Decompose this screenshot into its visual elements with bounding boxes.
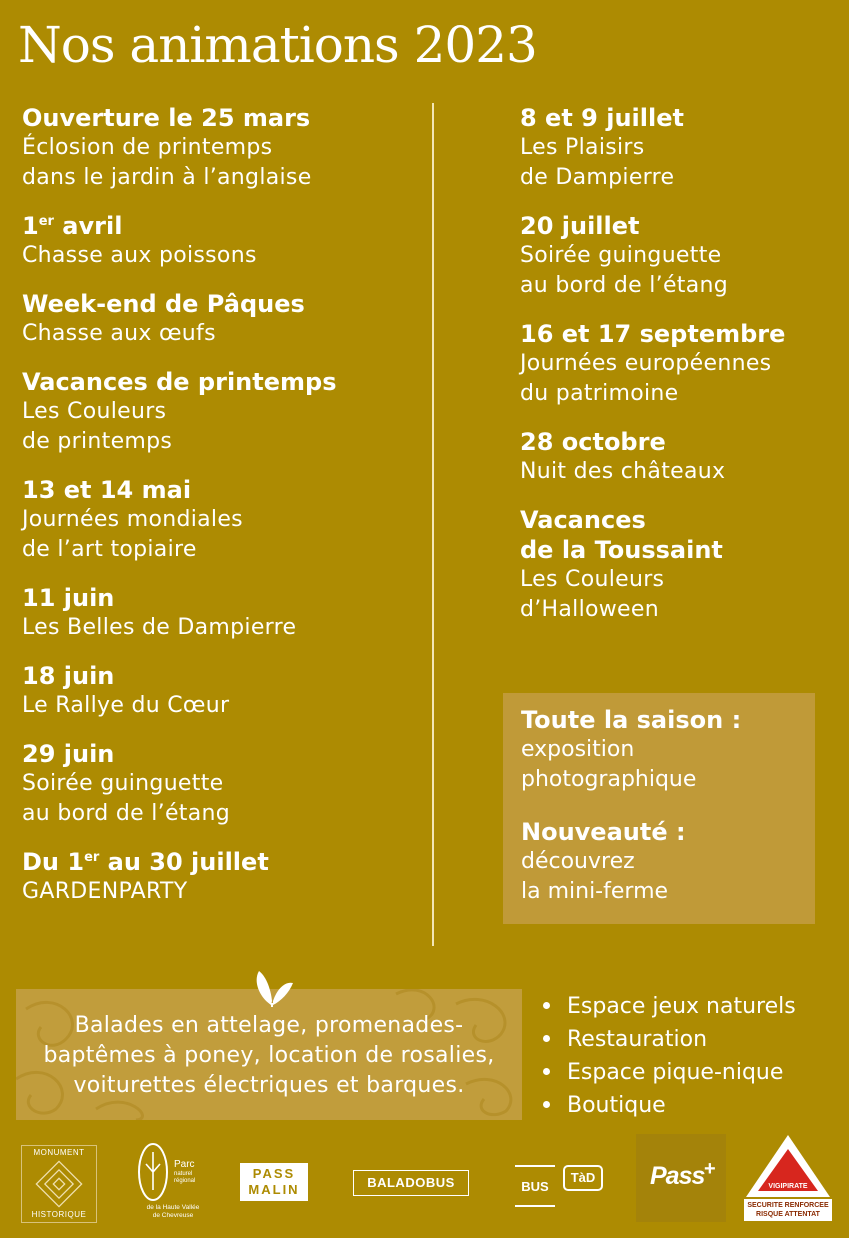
- event-date: 8 et 9 juillet: [520, 104, 684, 132]
- event-description: GARDENPARTY: [22, 879, 188, 904]
- event-item: [22, 289, 422, 349]
- event-description: Chasse aux poissons: [22, 243, 257, 268]
- event-item: [520, 103, 830, 193]
- new-label: Nouveauté :: [521, 818, 686, 846]
- event-item: [22, 739, 422, 829]
- event-item: [22, 583, 422, 643]
- event-item: [520, 319, 830, 409]
- event-item: [22, 847, 422, 907]
- all-season-item: [521, 705, 741, 795]
- bullet-icon: [543, 1035, 550, 1042]
- event-date: 28 octobre: [520, 428, 666, 456]
- event-item: [22, 475, 422, 565]
- season-info-box: [503, 693, 815, 924]
- event-item: [22, 367, 422, 457]
- event-date: Ouverture le 25 mars: [22, 104, 311, 132]
- event-item: [22, 661, 422, 721]
- events-right-column: [520, 103, 830, 643]
- event-description: Le Rallye du Cœur: [22, 693, 230, 718]
- event-description: Les Couleurs d’Halloween: [520, 567, 665, 622]
- event-description: Journées européennes du patrimoine: [520, 351, 772, 406]
- baladobus-logo: BALADOBUS: [353, 1170, 469, 1196]
- bullet-icon: [543, 1068, 550, 1075]
- list-item: Boutique: [543, 1089, 796, 1122]
- bullet-icon: [543, 1002, 550, 1009]
- event-item: [520, 427, 830, 487]
- vigipirate-logo: VIGIPIRATE SECURITE RENFORCEE RISQUE ATTENTAT: [744, 1133, 832, 1223]
- activities-text: Balades en attelage, promenades- baptêmes à poney, location de rosalies, voiturettes électriques et barques.: [43, 1013, 495, 1098]
- all-season-description: exposition photographique: [521, 737, 697, 792]
- new-description: découvrez la mini-ferme: [521, 849, 669, 904]
- list-item: Restauration: [543, 1023, 796, 1056]
- bullet-icon: [543, 1101, 550, 1108]
- event-date: Week-end de Pâques: [22, 290, 305, 318]
- event-date: 16 et 17 septembre: [520, 320, 786, 348]
- services-list: [543, 990, 796, 1122]
- events-left-column: [22, 103, 422, 925]
- event-item: [520, 505, 830, 625]
- event-description: Éclosion de printemps dans le jardin à l’anglaise: [22, 135, 312, 190]
- event-date: 1er avril: [22, 212, 123, 240]
- event-date: 20 juillet: [520, 212, 640, 240]
- parc-naturel-logo: Parc naturel régional de la Haute Vallée de Chevreuse: [136, 1142, 210, 1226]
- new-item: [521, 817, 686, 907]
- all-season-label: Toute la saison :: [521, 706, 742, 734]
- event-item: [22, 211, 422, 271]
- list-item: Espace pique-nique: [543, 1056, 796, 1089]
- event-description: Soirée guinguette au bord de l’étang: [22, 771, 231, 826]
- event-description: Soirée guinguette au bord de l’étang: [520, 243, 729, 298]
- event-date: 18 juin: [22, 662, 115, 690]
- event-date: 11 juin: [22, 584, 115, 612]
- event-date: 13 et 14 mai: [22, 476, 192, 504]
- event-date: 29 juin: [22, 740, 115, 768]
- event-description: Les Belles de Dampierre: [22, 615, 297, 640]
- pass-malin-logo: PASS MALIN: [240, 1163, 308, 1201]
- event-description: Journées mondiales de l’art topiaire: [22, 507, 243, 562]
- event-date: Du 1er au 30 juillet: [22, 848, 269, 876]
- event-description: Nuit des châteaux: [520, 459, 726, 484]
- column-divider: [432, 103, 434, 946]
- event-item: [22, 103, 422, 193]
- event-item: [520, 211, 830, 301]
- pass-plus-logo: Pass +: [636, 1134, 726, 1222]
- event-description: Les Couleurs de printemps: [22, 399, 173, 454]
- event-description: Chasse aux œufs: [22, 321, 216, 346]
- butterfly-icon: [251, 967, 293, 1009]
- event-date: Vacances de la Toussaint: [520, 506, 723, 564]
- bus-tad-logo: BUS TàD: [515, 1165, 605, 1207]
- event-description: Les Plaisirs de Dampierre: [520, 135, 675, 190]
- page-title: Nos animations 2023: [18, 16, 537, 74]
- monument-historique-logo: MONUMENT HISTORIQUE: [21, 1145, 97, 1223]
- list-item: Espace jeux naturels: [543, 990, 796, 1023]
- event-date: Vacances de printemps: [22, 368, 337, 396]
